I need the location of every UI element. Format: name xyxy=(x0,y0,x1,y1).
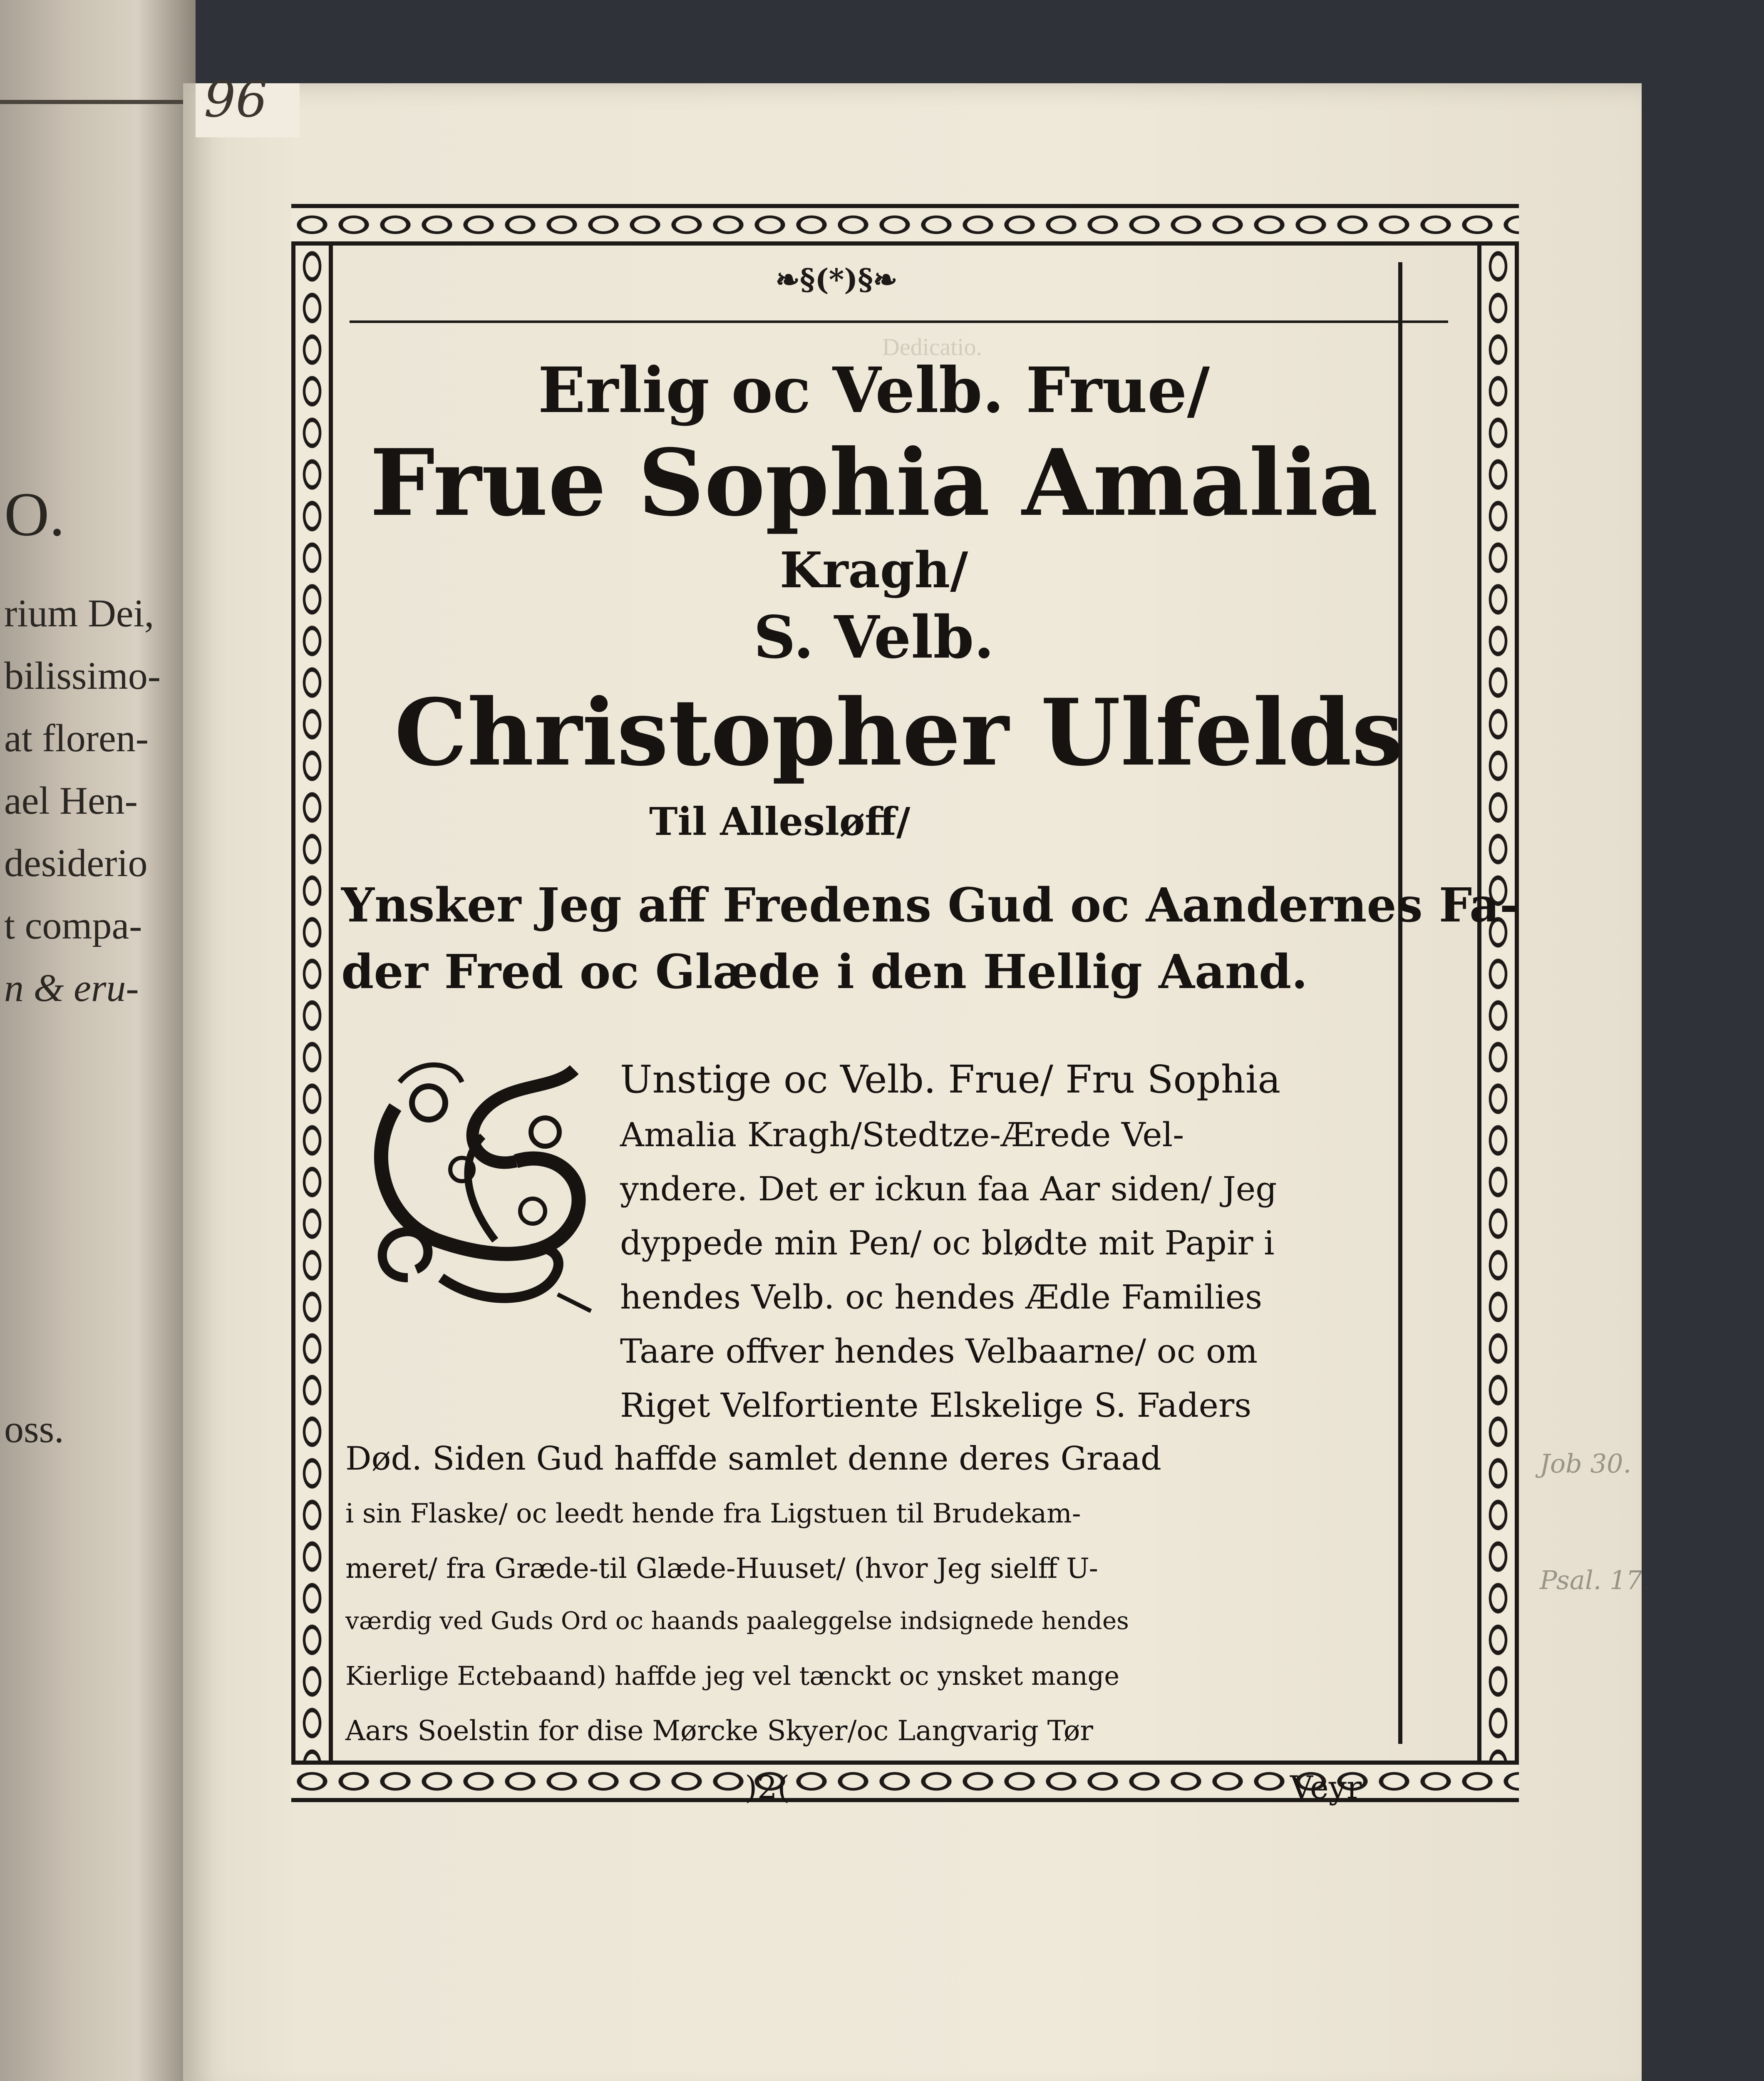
facing-page xyxy=(0,0,196,2081)
title-line: Kragh/ xyxy=(779,541,968,599)
facing-line: oss. xyxy=(4,1408,64,1451)
page-number: 96 xyxy=(204,71,268,129)
catchword: Veyr xyxy=(1290,1769,1362,1806)
show-through-text: Dedicatio. xyxy=(882,333,982,360)
facing-line: at floren- xyxy=(4,717,149,760)
body-line: Amalia Kragh/Stedtze-Ærede Vel- xyxy=(620,1115,1184,1154)
frame-left xyxy=(291,246,333,1761)
facing-page-border xyxy=(0,100,187,2002)
ornamental-frame xyxy=(291,204,1519,1806)
body-line: værdig ved Guds Ord oc haands paaleggelse indsignede hendes xyxy=(345,1607,1129,1635)
frame-right xyxy=(1477,246,1519,1761)
greeting-line: Ynsker Jeg aff Fredens Gud oc Aandernes Fa- xyxy=(341,878,1519,933)
inner-rule-right xyxy=(1398,262,1402,1744)
facing-line: O. xyxy=(4,480,65,549)
page-number-tab xyxy=(196,71,300,137)
margin-note: Job 30. xyxy=(1540,1448,1632,1479)
decorated-initial-icon xyxy=(358,1045,608,1319)
facing-line: desiderio xyxy=(4,842,148,885)
facing-line: rium Dei, xyxy=(4,592,154,635)
signature-mark: )2( xyxy=(745,1769,790,1806)
title-line-name: Christopher Ulfelds xyxy=(394,678,1404,786)
title-line: S. Velb. xyxy=(753,603,995,672)
body-line: dyppede min Pen/ oc blødte mit Papir i xyxy=(620,1224,1275,1262)
facing-line: bilissimo- xyxy=(4,654,161,698)
body-line: Død. Siden Gud haffde samlet denne deres Graad xyxy=(345,1440,1161,1478)
title-line: Erlig oc Velb. Frue/ xyxy=(538,354,1210,427)
body-line: meret/ fra Græde-til Glæde-Huuset/ (hvor Jeg sielff U- xyxy=(345,1552,1098,1584)
body-line: i sin Flaske/ oc leedt hende fra Ligstuen til Brudekam- xyxy=(345,1498,1081,1529)
body-line: yndere. Det er ickun faa Aar siden/ Jeg xyxy=(620,1170,1277,1208)
body-line: Unstige oc Velb. Frue/ Fru Sophia xyxy=(620,1057,1281,1102)
body-line: Kierlige Ectebaand) haffde jeg vel tænckt oc ynsket mange xyxy=(345,1661,1120,1691)
facing-line: t compa- xyxy=(4,904,142,947)
title-line-name: Frue Sophia Amalia xyxy=(370,429,1378,536)
frame-top xyxy=(291,204,1519,246)
body-line: Aars Soelstin for dise Mørcke Skyer/oc Langvarig Tør xyxy=(345,1715,1093,1747)
margin-note: Psal. 17. xyxy=(1540,1565,1651,1595)
header-ornament: ❧§(*)§❧ xyxy=(775,262,898,297)
header-rule xyxy=(350,320,1448,323)
title-line: Til Allesløff/ xyxy=(649,799,911,844)
body-line: Taare offver hendes Velbaarne/ oc om xyxy=(620,1332,1258,1371)
body-line: hendes Velb. oc hendes Ædle Families xyxy=(620,1278,1263,1316)
facing-line: n & eru- xyxy=(4,966,139,1010)
facing-line: ael Hen- xyxy=(4,779,138,822)
greeting-line: der Fred oc Glæde i den Hellig Aand. xyxy=(341,945,1308,999)
body-line: Riget Velfortiente Elskelige S. Faders xyxy=(620,1386,1252,1425)
